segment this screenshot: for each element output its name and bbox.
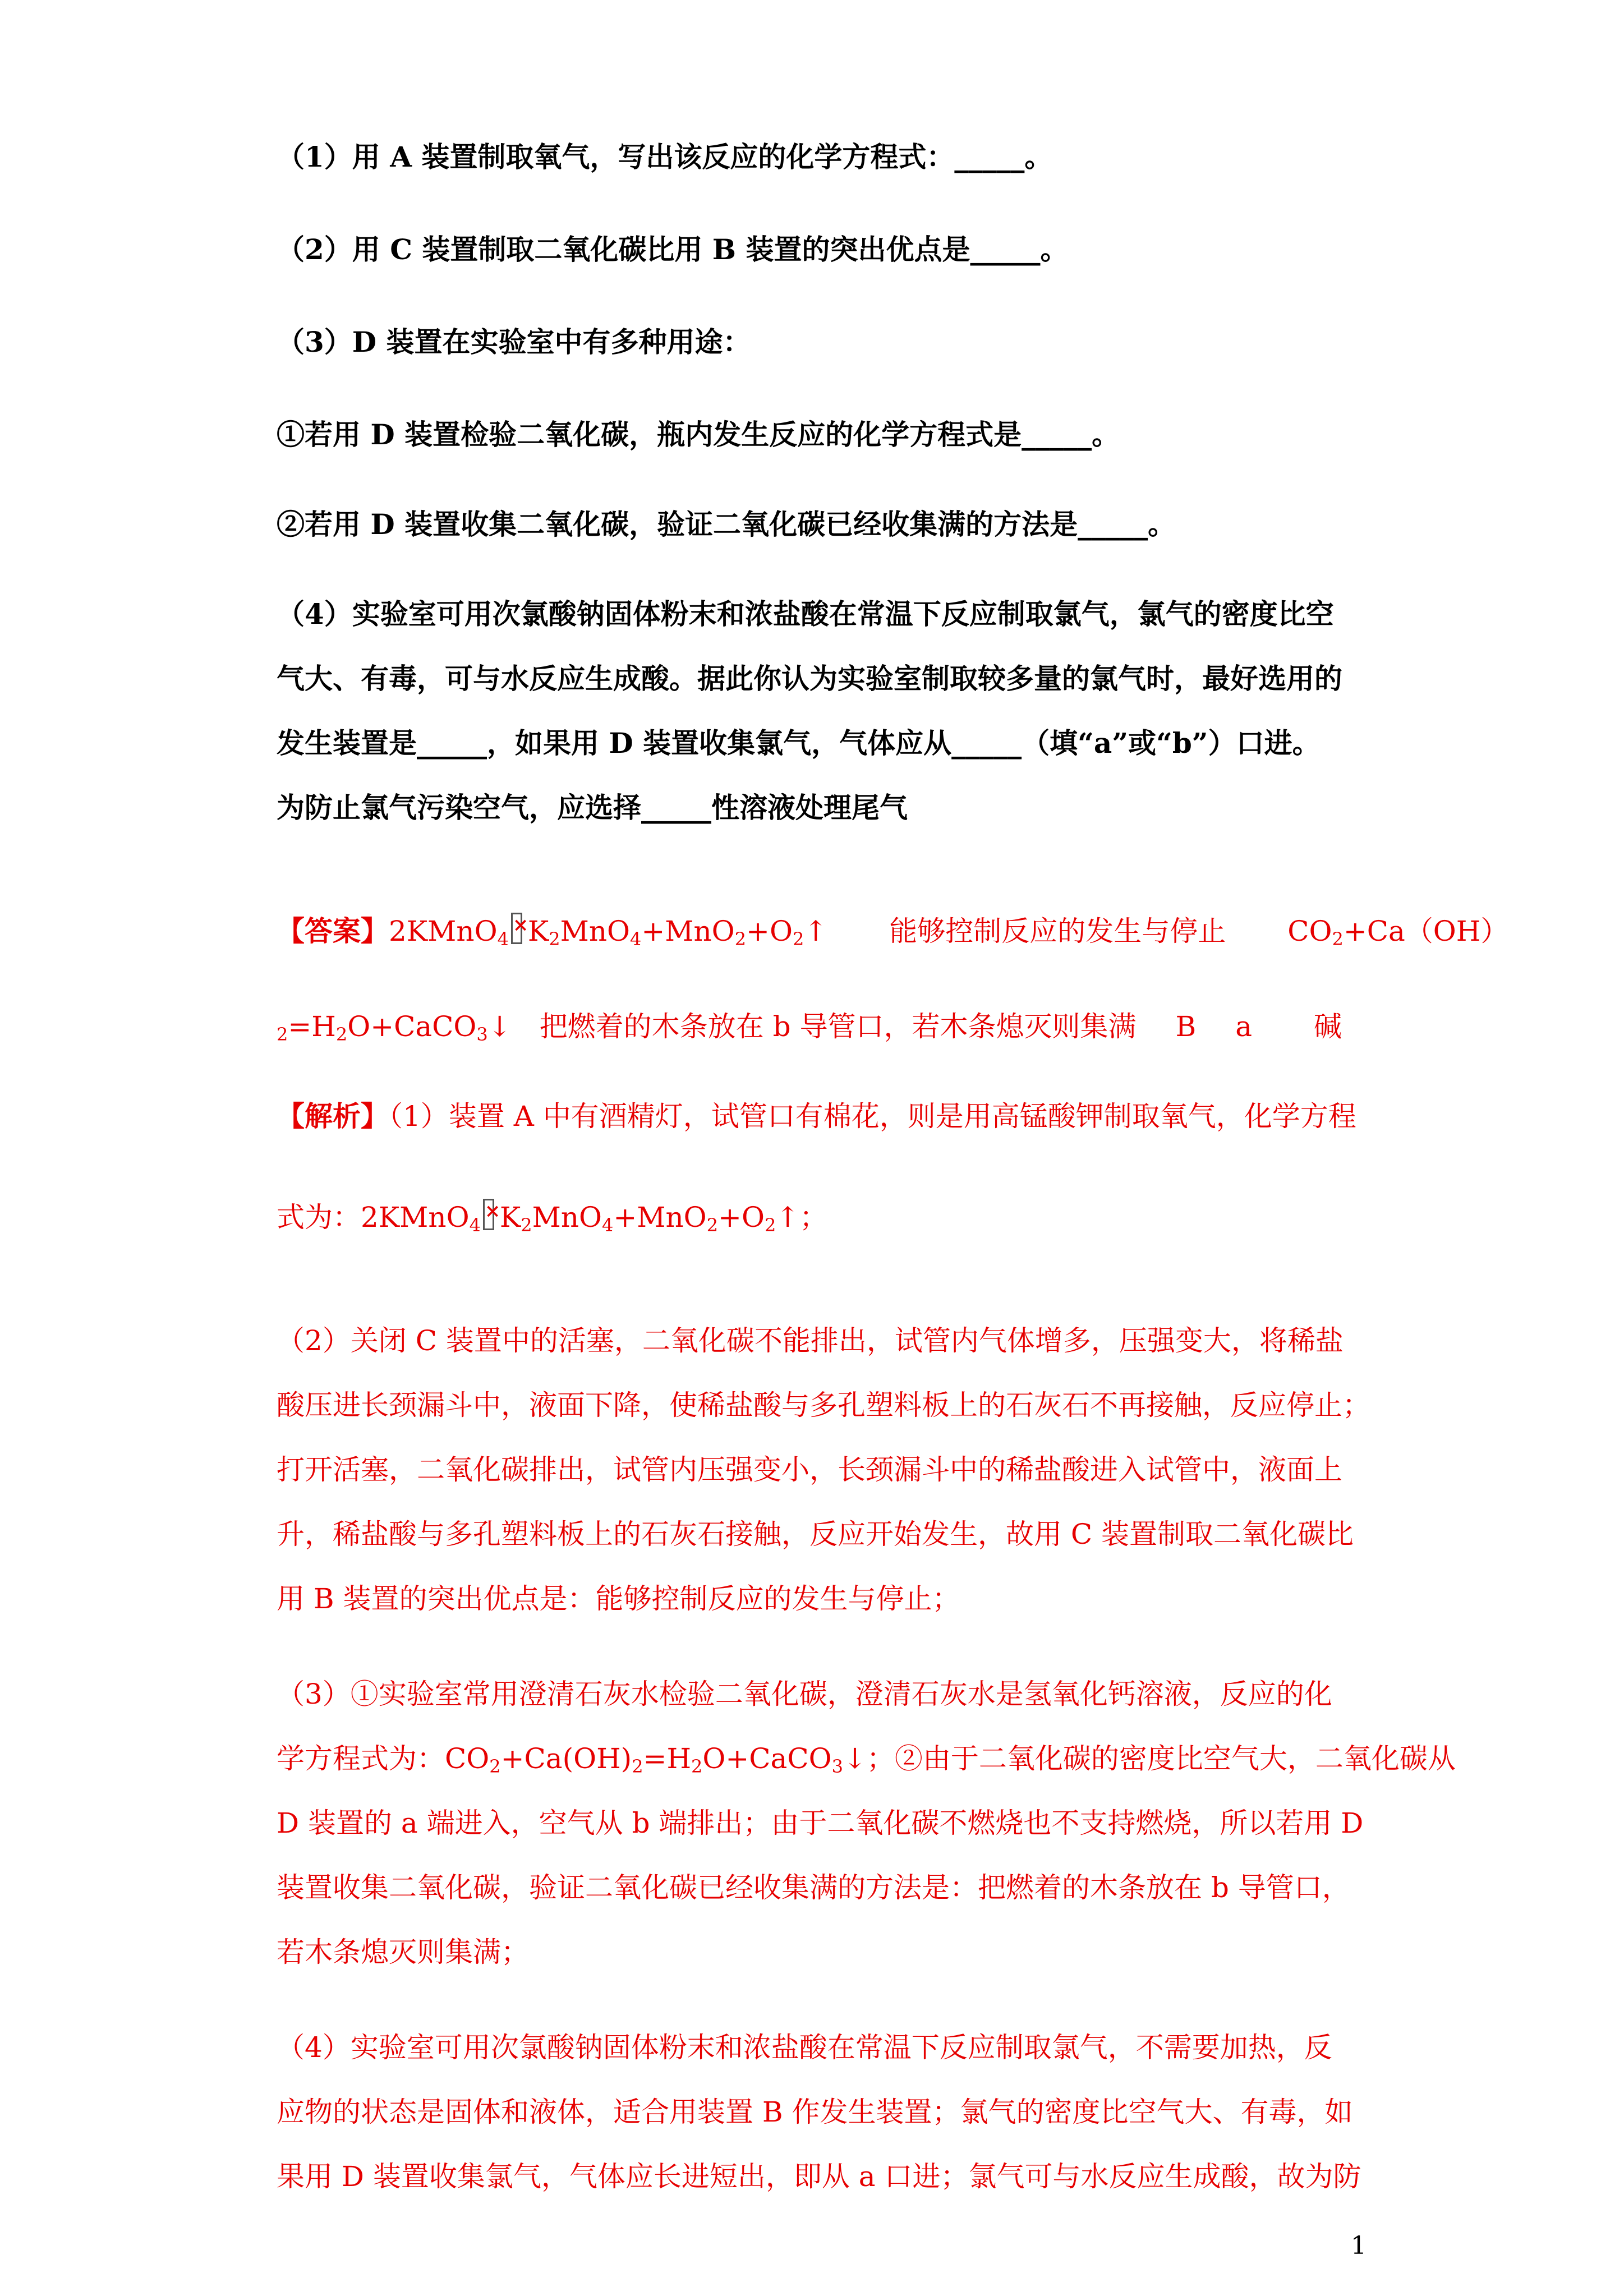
- answer-solution: 碱: [1314, 1010, 1342, 1043]
- question-2: （2）用 C 装置制取二氧化碳比用 B 装置的突出优点是_____。: [277, 233, 1069, 266]
- question-3: （3）D 装置在实验室中有多种用途：: [277, 325, 751, 358]
- answer-advantage: 能够控制反应的发生与停止: [889, 915, 1226, 947]
- answer-tag: 【答案】: [277, 914, 389, 947]
- analysis-p2-line-1: （2）关闭 C 装置中的活塞，二氧化碳不能排出，试管内气体增多，压强变大，将稀盐: [277, 1324, 1344, 1357]
- question-4-line-1: （4）实验室可用次氯酸钠固体粉末和浓盐酸在常温下反应制取氯气，氯气的密度比空: [277, 597, 1334, 631]
- analysis-p4-line-2: 应物的状态是固体和液体，适合用装置 B 作发生装置；氯气的密度比空气大、有毒，如: [277, 2096, 1353, 2128]
- question-3-2: ②若用 D 装置收集二氧化碳，验证二氧化碳已经收集满的方法是_____。: [277, 508, 1176, 541]
- analysis-p2-line-4: 升，稀盐酸与多孔塑料板上的石灰石接触，反应开始发生，故用 C 装置制取二氧化碳比: [277, 1518, 1354, 1550]
- page-number: 1: [1351, 2231, 1367, 2260]
- answer-port: a: [1235, 1010, 1253, 1043]
- analysis-p3-line-3: D 装置的 a 端进入，空气从 b 端排出；由于二氧化碳不燃烧也不支持燃烧，所以若用 D: [277, 1807, 1364, 1839]
- analysis-tag: 【解析】: [277, 1099, 389, 1133]
- answer-method: 把燃着的木条放在 b 导管口，若木条熄灭则集满: [539, 1010, 1137, 1043]
- answer-line-2: [277, 1007, 1342, 1046]
- question-4-line-4: 为防止氯气污染空气，应选择_____性溶液处理尾气: [277, 791, 908, 824]
- analysis-p2-line-5: 用 B 装置的突出优点是：能够控制反应的发生与停止；: [277, 1582, 960, 1615]
- analysis-p3-line-1: （3）①实验室常用澄清石灰水检验二氧化碳，澄清石灰水是氢氧化钙溶液，反应的化: [277, 1678, 1332, 1710]
- analysis-p2-line-3: 打开活塞，二氧化碳排出，试管内压强变小，长颈漏斗中的稀盐酸进入试管中，液面上: [277, 1453, 1342, 1486]
- answer-eq2-cont: $_2=H_2O+CaCO_3↓$: [277, 1010, 512, 1045]
- analysis-p3-line-4: 装置收集二氧化碳，验证二氧化碳已经收集满的方法是：把燃着的木条放在 b 导管口，: [277, 1871, 1350, 1904]
- analysis-p3-line-5: 若木条熄灭则集满；: [277, 1936, 529, 1968]
- question-4-line-2: 气大、有毒，可与水反应生成酸。据此你认为实验室制取较多量的氯气时，最好选用的: [277, 662, 1342, 695]
- question-3-1: ①若用 D 装置检验二氧化碳，瓶内发生反应的化学方程式是_____。: [277, 418, 1120, 451]
- question-4-line-3: 发生装置是_____，如果用 D 装置收集氯气，气体应从_____（填“a”或“b”）口进。: [277, 726, 1321, 760]
- analysis-p4-line-3: 果用 D 装置收集氯气，气体应长进短出，即从 a 口进；氯气可与水反应生成酸，故为防: [277, 2160, 1361, 2193]
- analysis-p1-line-1: 【解析】（1）装置 A 中有酒精灯，试管口有棉花，则是用高锰酸钾制取氧气，化学方程: [277, 1099, 1356, 1133]
- analysis-p2-line-2: 酸压进长颈漏斗中，液面下降，使稀盐酸与多孔塑料板上的石灰石不再接触，反应停止；: [277, 1389, 1370, 1421]
- analysis-p1-line-2: 式为：2KMnO$_4$× $K_2MnO_4+MnO_2+O_2↑$；: [277, 1198, 827, 1237]
- question-1: （1）用 A 装置制取氧气，写出该反应的化学方程式：_____。: [277, 140, 1053, 173]
- answer-line-1: [277, 912, 1508, 951]
- broken-image-icon: [483, 1199, 494, 1230]
- answer-eq1: 2KMnO$_4$× $K_2MnO_4+MnO_2+O_2↑$: [389, 915, 827, 947]
- answer-device: B: [1175, 1010, 1197, 1043]
- analysis-p3-line-2: 学方程式为：$CO_2+Ca(OH)_2=H_2O+CaCO_3↓$；②由于二氧化碳的密度比空气大，二氧化碳从: [277, 1742, 1456, 1777]
- analysis-p4-line-1: （4）实验室可用次氯酸钠固体粉末和浓盐酸在常温下反应制取氯气，不需要加热，反: [277, 2031, 1332, 2064]
- broken-image-icon: [511, 913, 522, 944]
- answer-eq2: $CO_2+Ca(OH)$: [1287, 915, 1509, 950]
